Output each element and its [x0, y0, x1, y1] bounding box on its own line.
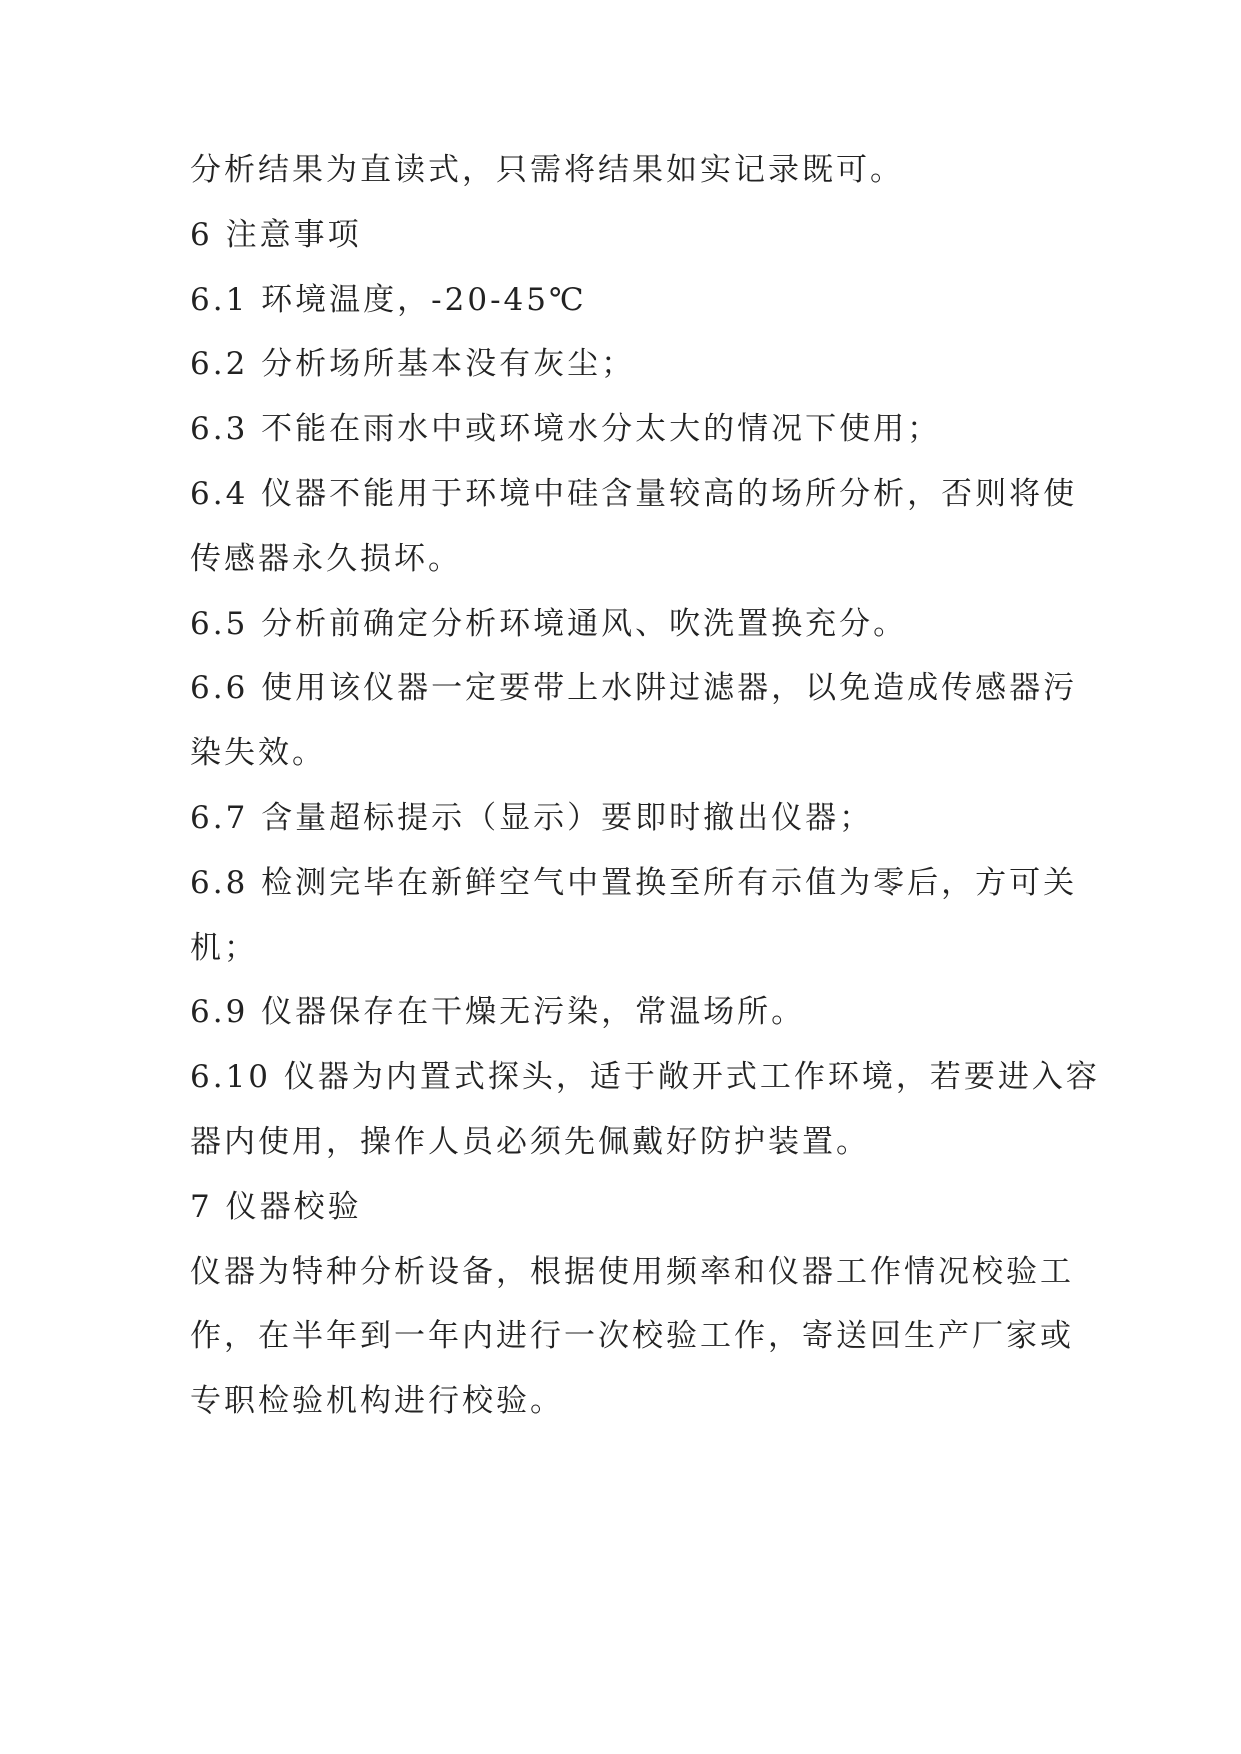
item-6-8: 6.8 检测完毕在新鲜空气中置换至所有示值为零后，方可关 [190, 864, 1078, 901]
item-6-4: 6.4 仪器不能用于环境中硅含量较高的场所分析，否则将使 [190, 475, 1078, 512]
item-6-9: 6.9 仪器保存在干燥无污染，常温场所。 [190, 994, 806, 1031]
section-7-paragraph-line: 作，在半年到一年内进行一次校验工作，寄送回生产厂家或 [190, 1318, 1074, 1355]
item-6-6-continued: 染失效。 [190, 735, 326, 772]
body-text-line: 分析结果为直读式，只需将结果如实记录既可。 [190, 152, 904, 188]
document-body [190, 152, 1100, 1451]
item-6-6: 6.6 使用该仪器一定要带上水阱过滤器，以免造成传感器污 [190, 670, 1078, 707]
section-6-heading: 6 注意事项 [190, 216, 362, 253]
item-6-1: 6.1 环境温度，-20-45℃ [190, 281, 587, 318]
item-6-5: 6.5 分析前确定分析环境通风、吹洗置换充分。 [190, 605, 908, 642]
section-7-paragraph-line: 仪器为特种分析设备，根据使用频率和仪器工作情况校验工 [190, 1253, 1074, 1290]
item-6-8-continued: 机； [190, 929, 258, 966]
item-6-4-continued: 传感器永久损坏。 [190, 540, 462, 577]
item-6-10-continued: 器内使用，操作人员必须先佩戴好防护装置。 [190, 1123, 870, 1160]
section-7-paragraph-line: 专职检验机构进行校验。 [190, 1383, 564, 1420]
item-6-10: 6.10 仪器为内置式探头，适于敞开式工作环境，若要进入容 [190, 1059, 1100, 1096]
item-6-2: 6.2 分析场所基本没有灰尘； [190, 346, 636, 383]
item-6-3: 6.3 不能在雨水中或环境水分太大的情况下使用； [190, 411, 942, 448]
section-7-heading: 7 仪器校验 [190, 1188, 362, 1225]
item-6-7: 6.7 含量超标提示（显示）要即时撤出仪器； [190, 799, 874, 836]
